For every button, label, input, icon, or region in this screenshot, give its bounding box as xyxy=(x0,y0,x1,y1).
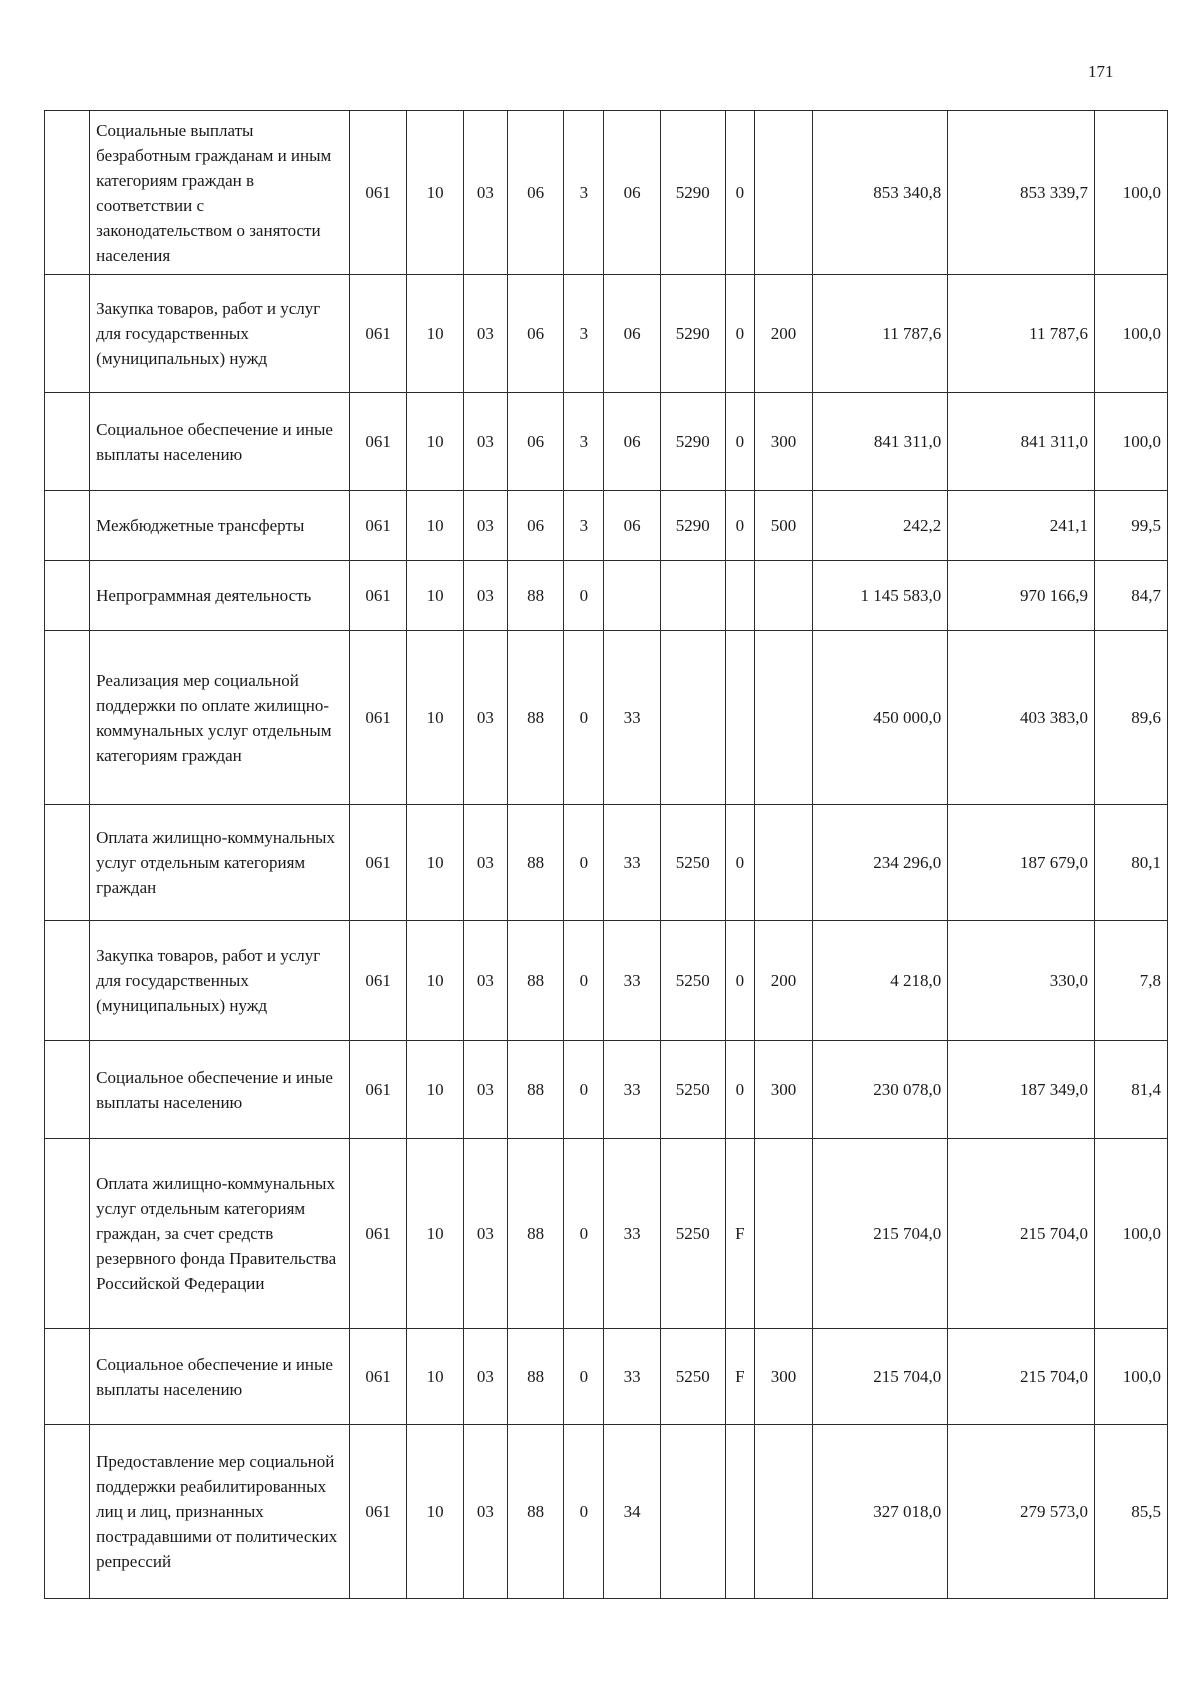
code-cell xyxy=(755,1139,812,1329)
code-cell: 061 xyxy=(349,921,406,1041)
code-cell xyxy=(725,1425,755,1599)
amount-approved: 450 000,0 xyxy=(812,631,947,805)
table-body xyxy=(45,111,1168,1599)
row-margin-cell xyxy=(45,1041,90,1139)
amount-approved: 11 787,6 xyxy=(812,275,947,393)
amount-executed: 853 339,7 xyxy=(948,111,1095,275)
code-cell: 88 xyxy=(507,1329,563,1425)
code-cell: 061 xyxy=(349,1425,406,1599)
code-cell xyxy=(660,561,725,631)
code-cell: 0 xyxy=(725,275,755,393)
row-name: Реализация мер социальной поддержки по оплате жилищно-коммунальных услуг отдельным категориям граждан xyxy=(90,631,350,805)
row-name: Социальные выплаты безработным гражданам и иным категориям граждан в соответствии с законодательством о занятости населения xyxy=(90,111,350,275)
code-cell: 34 xyxy=(604,1425,660,1599)
amount-approved: 230 078,0 xyxy=(812,1041,947,1139)
code-cell: 33 xyxy=(604,1041,660,1139)
code-cell: 061 xyxy=(349,491,406,561)
amount-approved: 4 218,0 xyxy=(812,921,947,1041)
code-cell: 0 xyxy=(564,921,604,1041)
code-cell xyxy=(755,561,812,631)
table-row xyxy=(45,393,1168,491)
code-cell: 0 xyxy=(564,561,604,631)
code-cell: 0 xyxy=(725,393,755,491)
amount-executed: 330,0 xyxy=(948,921,1095,1041)
code-cell: 88 xyxy=(507,921,563,1041)
amount-executed: 841 311,0 xyxy=(948,393,1095,491)
code-cell xyxy=(725,561,755,631)
table-row xyxy=(45,275,1168,393)
code-cell: 03 xyxy=(463,111,507,275)
code-cell: 5250 xyxy=(660,1041,725,1139)
code-cell: 10 xyxy=(407,393,463,491)
execution-percent: 84,7 xyxy=(1095,561,1168,631)
code-cell: 10 xyxy=(407,561,463,631)
row-name: Закупка товаров, работ и услуг для государственных (муниципальных) нужд xyxy=(90,921,350,1041)
code-cell: 5250 xyxy=(660,805,725,921)
code-cell: 03 xyxy=(463,393,507,491)
code-cell xyxy=(755,805,812,921)
code-cell: 03 xyxy=(463,1329,507,1425)
code-cell: 061 xyxy=(349,1329,406,1425)
amount-approved: 215 704,0 xyxy=(812,1139,947,1329)
amount-executed: 215 704,0 xyxy=(948,1139,1095,1329)
table-row xyxy=(45,1139,1168,1329)
code-cell: 061 xyxy=(349,805,406,921)
row-name: Социальное обеспечение и иные выплаты населению xyxy=(90,393,350,491)
execution-percent: 100,0 xyxy=(1095,111,1168,275)
execution-percent: 100,0 xyxy=(1095,1329,1168,1425)
execution-percent: 100,0 xyxy=(1095,275,1168,393)
code-cell xyxy=(660,1425,725,1599)
row-margin-cell xyxy=(45,921,90,1041)
code-cell: 06 xyxy=(507,393,563,491)
row-margin-cell xyxy=(45,111,90,275)
code-cell xyxy=(725,631,755,805)
code-cell: 0 xyxy=(725,491,755,561)
code-cell: 10 xyxy=(407,111,463,275)
code-cell: 03 xyxy=(463,631,507,805)
row-name: Оплата жилищно-коммунальных услуг отдельным категориям граждан, за счет средств резервного фонда Правительства Российской Федерации xyxy=(90,1139,350,1329)
table-row xyxy=(45,1425,1168,1599)
code-cell xyxy=(755,631,812,805)
code-cell: 10 xyxy=(407,491,463,561)
code-cell: 10 xyxy=(407,805,463,921)
code-cell: 0 xyxy=(564,1329,604,1425)
code-cell: 10 xyxy=(407,275,463,393)
row-name: Непрограммная деятельность xyxy=(90,561,350,631)
row-margin-cell xyxy=(45,1139,90,1329)
amount-approved: 242,2 xyxy=(812,491,947,561)
table-row xyxy=(45,631,1168,805)
amount-approved: 1 145 583,0 xyxy=(812,561,947,631)
code-cell: 03 xyxy=(463,491,507,561)
code-cell: 06 xyxy=(507,491,563,561)
code-cell: 300 xyxy=(755,1041,812,1139)
code-cell: 06 xyxy=(507,275,563,393)
row-margin-cell xyxy=(45,491,90,561)
execution-percent: 85,5 xyxy=(1095,1425,1168,1599)
code-cell xyxy=(604,561,660,631)
code-cell: 0 xyxy=(564,1041,604,1139)
page-number: 171 xyxy=(1088,62,1114,81)
code-cell: 0 xyxy=(564,1425,604,1599)
table-row xyxy=(45,921,1168,1041)
row-margin-cell xyxy=(45,393,90,491)
code-cell: 0 xyxy=(564,1139,604,1329)
code-cell: 061 xyxy=(349,275,406,393)
code-cell: 300 xyxy=(755,1329,812,1425)
code-cell: 03 xyxy=(463,275,507,393)
amount-executed: 279 573,0 xyxy=(948,1425,1095,1599)
code-cell: 500 xyxy=(755,491,812,561)
table-row xyxy=(45,491,1168,561)
code-cell: 3 xyxy=(564,491,604,561)
amount-executed: 241,1 xyxy=(948,491,1095,561)
code-cell: 10 xyxy=(407,1139,463,1329)
amount-approved: 327 018,0 xyxy=(812,1425,947,1599)
code-cell: 06 xyxy=(604,275,660,393)
amount-executed: 403 383,0 xyxy=(948,631,1095,805)
code-cell: 061 xyxy=(349,393,406,491)
code-cell: 88 xyxy=(507,805,563,921)
row-name: Оплата жилищно-коммунальных услуг отдельным категориям граждан xyxy=(90,805,350,921)
code-cell xyxy=(755,1425,812,1599)
code-cell: 0 xyxy=(564,631,604,805)
code-cell: 5290 xyxy=(660,275,725,393)
code-cell: 33 xyxy=(604,805,660,921)
execution-percent: 99,5 xyxy=(1095,491,1168,561)
amount-executed: 11 787,6 xyxy=(948,275,1095,393)
row-margin-cell xyxy=(45,561,90,631)
code-cell: 061 xyxy=(349,561,406,631)
amount-approved: 841 311,0 xyxy=(812,393,947,491)
code-cell: 5290 xyxy=(660,491,725,561)
code-cell: 0 xyxy=(564,805,604,921)
table-row xyxy=(45,111,1168,275)
table-row xyxy=(45,1329,1168,1425)
code-cell: 33 xyxy=(604,921,660,1041)
row-margin-cell xyxy=(45,1329,90,1425)
code-cell: 03 xyxy=(463,1041,507,1139)
code-cell: 06 xyxy=(604,393,660,491)
code-cell: 10 xyxy=(407,1329,463,1425)
execution-percent: 80,1 xyxy=(1095,805,1168,921)
table-row xyxy=(45,805,1168,921)
code-cell: 5250 xyxy=(660,1139,725,1329)
code-cell: 5250 xyxy=(660,921,725,1041)
code-cell: 061 xyxy=(349,1041,406,1139)
amount-approved: 215 704,0 xyxy=(812,1329,947,1425)
execution-percent: 100,0 xyxy=(1095,393,1168,491)
row-name: Социальное обеспечение и иные выплаты населению xyxy=(90,1329,350,1425)
execution-percent: 81,4 xyxy=(1095,1041,1168,1139)
amount-executed: 187 349,0 xyxy=(948,1041,1095,1139)
code-cell: F xyxy=(725,1329,755,1425)
code-cell: 88 xyxy=(507,561,563,631)
row-name: Предоставление мер социальной поддержки реабилитированных лиц и лиц, признанных пострадавшими от политических репрессий xyxy=(90,1425,350,1599)
code-cell xyxy=(660,631,725,805)
execution-percent: 7,8 xyxy=(1095,921,1168,1041)
code-cell: 88 xyxy=(507,1041,563,1139)
code-cell: 061 xyxy=(349,1139,406,1329)
code-cell xyxy=(755,111,812,275)
execution-percent: 100,0 xyxy=(1095,1139,1168,1329)
row-name: Социальное обеспечение и иные выплаты населению xyxy=(90,1041,350,1139)
code-cell: 0 xyxy=(725,921,755,1041)
code-cell: 5290 xyxy=(660,393,725,491)
code-cell: 33 xyxy=(604,1329,660,1425)
row-margin-cell xyxy=(45,275,90,393)
code-cell: 061 xyxy=(349,111,406,275)
code-cell: 3 xyxy=(564,393,604,491)
code-cell: 10 xyxy=(407,631,463,805)
code-cell: 0 xyxy=(725,1041,755,1139)
code-cell: 03 xyxy=(463,921,507,1041)
row-margin-cell xyxy=(45,805,90,921)
code-cell: 03 xyxy=(463,1425,507,1599)
code-cell: 3 xyxy=(564,275,604,393)
code-cell: 06 xyxy=(604,491,660,561)
execution-percent: 89,6 xyxy=(1095,631,1168,805)
code-cell: 06 xyxy=(507,111,563,275)
code-cell: 10 xyxy=(407,1041,463,1139)
code-cell: 3 xyxy=(564,111,604,275)
code-cell: 33 xyxy=(604,631,660,805)
table-row xyxy=(45,1041,1168,1139)
code-cell: 03 xyxy=(463,1139,507,1329)
code-cell: 061 xyxy=(349,631,406,805)
code-cell: 88 xyxy=(507,1139,563,1329)
row-name: Межбюджетные трансферты xyxy=(90,491,350,561)
table-row xyxy=(45,561,1168,631)
budget-table xyxy=(44,110,1168,1599)
code-cell: 10 xyxy=(407,921,463,1041)
code-cell: 200 xyxy=(755,275,812,393)
code-cell: 300 xyxy=(755,393,812,491)
code-cell: 03 xyxy=(463,805,507,921)
code-cell: F xyxy=(725,1139,755,1329)
row-margin-cell xyxy=(45,631,90,805)
amount-executed: 970 166,9 xyxy=(948,561,1095,631)
code-cell: 10 xyxy=(407,1425,463,1599)
code-cell: 200 xyxy=(755,921,812,1041)
code-cell: 33 xyxy=(604,1139,660,1329)
code-cell: 0 xyxy=(725,111,755,275)
amount-executed: 187 679,0 xyxy=(948,805,1095,921)
amount-executed: 215 704,0 xyxy=(948,1329,1095,1425)
code-cell: 06 xyxy=(604,111,660,275)
code-cell: 0 xyxy=(725,805,755,921)
code-cell: 88 xyxy=(507,1425,563,1599)
code-cell: 5290 xyxy=(660,111,725,275)
row-name: Закупка товаров, работ и услуг для государственных (муниципальных) нужд xyxy=(90,275,350,393)
amount-approved: 234 296,0 xyxy=(812,805,947,921)
row-margin-cell xyxy=(45,1425,90,1599)
code-cell: 88 xyxy=(507,631,563,805)
code-cell: 03 xyxy=(463,561,507,631)
amount-approved: 853 340,8 xyxy=(812,111,947,275)
code-cell: 5250 xyxy=(660,1329,725,1425)
